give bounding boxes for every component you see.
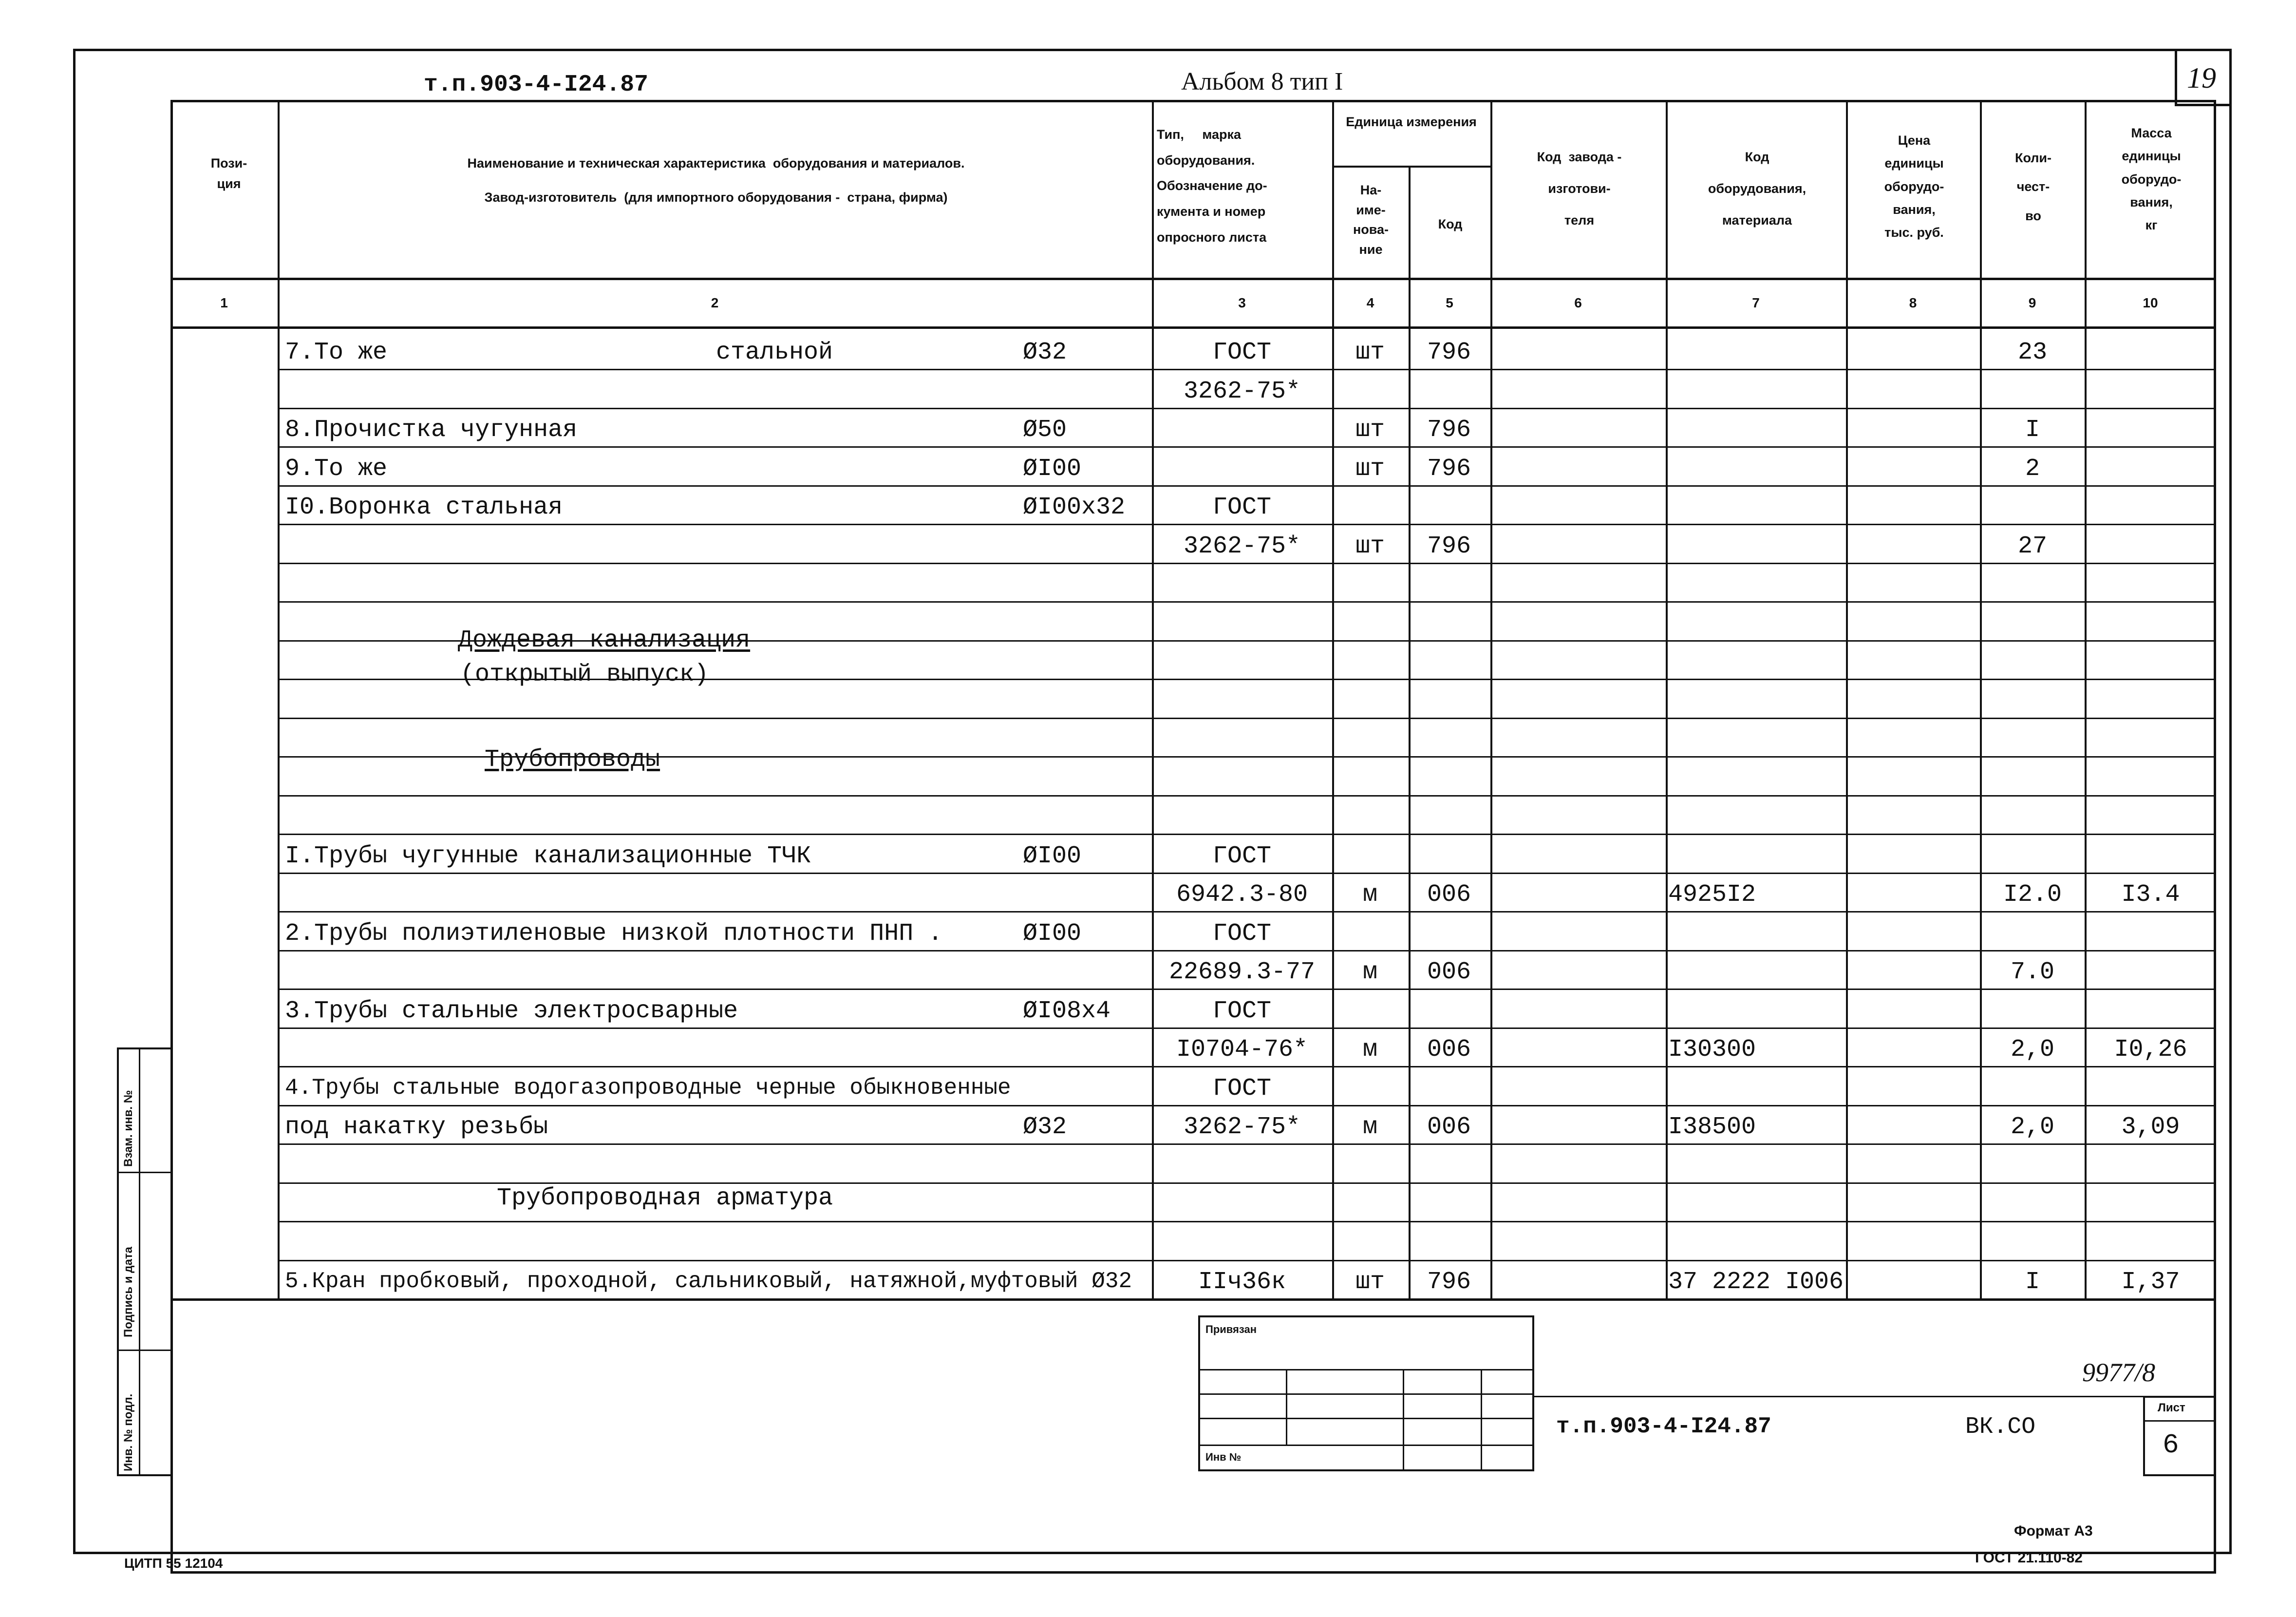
cell-type: ГОСТ: [1212, 920, 1272, 948]
col-header-2: Наименование и техническая характеристика оборудования и материалов. Завод-изготовитель (для импортного оборудования - страна, фирма): [467, 156, 965, 205]
section-title-pipes: Трубопроводы: [485, 746, 660, 774]
cell-type: 3262-75*: [1183, 378, 1301, 405]
col-num-6: 6: [1574, 295, 1582, 310]
cell-mcode: 4925I2: [1668, 881, 1756, 909]
side-label-inv-podl: Инв. № подл.: [122, 1393, 135, 1471]
unit-group-header: Единица измерения: [1346, 114, 1477, 129]
cell-code: 796: [1427, 1268, 1471, 1296]
cell-mass: 3,09: [2121, 1113, 2180, 1141]
cell-qty: I: [2025, 416, 2040, 444]
cell-code: 796: [1427, 533, 1471, 560]
cell-code: 006: [1427, 1113, 1471, 1141]
cell-dia: Ø32: [1023, 339, 1067, 366]
cell-dia: Ø32: [1023, 1113, 1067, 1141]
cell-unit: шт: [1355, 455, 1385, 483]
row-divider: [278, 1027, 2216, 1029]
cell-name: 7.То же: [285, 339, 388, 366]
cell-unit: шт: [1355, 339, 1385, 366]
cell-type: ГОСТ: [1212, 1075, 1272, 1103]
cell-name: 4.Трубы стальные водогазопроводные черные обыкновенные: [285, 1075, 1011, 1101]
col-num-7: 7: [1752, 295, 1760, 310]
side-label-podpis: Подпись и дата: [122, 1247, 135, 1337]
cell-qty: 7.0: [2010, 958, 2054, 986]
cell-type: ГОСТ: [1212, 339, 1272, 366]
cell-type: 3262-75*: [1183, 1113, 1301, 1141]
row-divider: [278, 1105, 2216, 1106]
cell-name: I0.Воронка стальная: [285, 494, 563, 521]
cell-type: ГОСТ: [1212, 842, 1272, 870]
album-title: Альбом 8 тип I: [1181, 68, 1343, 95]
stamp-mark: ВК.СО: [1965, 1414, 2036, 1440]
cell-type: 3262-75*: [1183, 533, 1301, 560]
col-num-9: 9: [2028, 295, 2036, 310]
cell-name: I.Трубы чугунные канализационные ТЧК: [285, 842, 811, 870]
cell-qty: 2: [2025, 455, 2040, 483]
col-num-1: 1: [220, 295, 228, 310]
cell-code: 006: [1427, 958, 1471, 986]
spec-table: [170, 100, 2216, 1574]
cell-unit: шт: [1355, 416, 1385, 444]
cell-name: 2.Трубы полиэтиленовые низкой плотности ПНП .: [285, 920, 943, 948]
col-header-5: Код: [1438, 217, 1463, 231]
row-divider: [278, 718, 2216, 719]
cell-mass: I,37: [2121, 1268, 2180, 1296]
col-header-8: Цена единицы оборудо- вания, тыс. руб.: [1884, 133, 1944, 240]
cell-qty: 27: [2017, 533, 2047, 560]
inv-no-label: Инв №: [1205, 1451, 1242, 1463]
cell-code: 796: [1427, 416, 1471, 444]
cell-dia: ØI00: [1023, 842, 1082, 870]
cell-mcode: 37 2222 I006: [1668, 1268, 1844, 1296]
row-divider: [278, 485, 2216, 487]
cell-qty: I: [2025, 1268, 2040, 1296]
footer-gost: ГОСТ 21.110-82: [1975, 1550, 2083, 1566]
cell-name: 9.То же: [285, 455, 388, 483]
cell-mass: I0,26: [2114, 1036, 2187, 1064]
cell-type: ГОСТ: [1212, 997, 1272, 1025]
sheet-label: Лист: [2158, 1401, 2185, 1414]
row-divider: [278, 446, 2216, 448]
cell-unit: м: [1362, 881, 1377, 909]
row-divider: [278, 369, 2216, 370]
cell-dia: ØI00: [1023, 455, 1082, 483]
col-num-10: 10: [2143, 295, 2158, 310]
row-divider: [278, 524, 2216, 525]
archive-number: 9977/8: [2082, 1358, 2156, 1387]
col-header-7: Код оборудования, материала: [1708, 150, 1807, 228]
col-num-2: 2: [711, 295, 719, 310]
row-divider: [278, 834, 2216, 835]
section-title-rain: Дождевая канализация: [458, 627, 751, 654]
cell-unit: шт: [1355, 1268, 1385, 1296]
cell-dia: Ø50: [1023, 416, 1067, 444]
row-divider: [278, 601, 2216, 603]
cell-qty: 23: [2017, 339, 2047, 366]
col-header-9: Коли- чест- во: [2014, 151, 2052, 223]
cell-name: 5.Кран пробковый, проходной, сальниковый, натяжной,муфтовый Ø32: [285, 1269, 1132, 1294]
col-header-3: Тип, марка оборудования. Обозначение до- кумента и номер опросного листа: [1157, 127, 1267, 245]
col-header-1: Пози- ция: [210, 156, 247, 191]
page-number: 19: [2187, 62, 2216, 94]
privyazan-label: Привязан: [1205, 1323, 1257, 1335]
cell-code: 796: [1427, 339, 1471, 366]
row-divider: [278, 1182, 2216, 1184]
stamp-doc-code: т.п.903-4-I24.87: [1556, 1414, 1771, 1439]
row-divider: [278, 1260, 2216, 1261]
cell-name: 3.Трубы стальные электросварные: [285, 997, 738, 1025]
cell-qty: 2,0: [2010, 1113, 2054, 1141]
cell-unit: м: [1362, 1113, 1377, 1141]
cell-extra: стальной: [716, 339, 833, 366]
row-divider: [278, 563, 2216, 564]
row-divider: [278, 911, 2216, 913]
col-header-6: Код завода - изготови- теля: [1537, 150, 1622, 228]
cell-unit: шт: [1355, 533, 1385, 560]
col-header-10: Масса единицы оборудо- вания, кг: [2121, 126, 2182, 232]
cell-name: 8.Прочистка чугунная: [285, 416, 578, 444]
cell-type: ГОСТ: [1212, 494, 1272, 521]
col-num-8: 8: [1909, 295, 1917, 310]
row-divider: [278, 873, 2216, 874]
section-title-fittings: Трубопроводная арматура: [497, 1184, 833, 1212]
cell-qty: 2,0: [2010, 1036, 2054, 1064]
cell-type: 22689.3-77: [1168, 958, 1316, 986]
cell-type: I0704-76*: [1176, 1036, 1308, 1064]
footer-left: ЦИТП 55 12104: [124, 1556, 223, 1571]
footer-format: Формат А3: [2014, 1523, 2093, 1539]
side-label-vzam: Взам. инв. №: [122, 1090, 135, 1167]
cell-dia: ØI08x4: [1023, 997, 1111, 1025]
doc-code-top: т.п.903-4-I24.87: [424, 72, 648, 98]
row-divider: [278, 1221, 2216, 1222]
cell-qty: I2.0: [2003, 881, 2062, 909]
cell-dia: ØI00x32: [1023, 494, 1126, 521]
cell-type: 6942.3-80: [1176, 881, 1308, 909]
cell-code: 006: [1427, 1036, 1471, 1064]
row-divider: [278, 950, 2216, 951]
cell-dia: ØI00: [1023, 920, 1082, 948]
row-divider: [278, 795, 2216, 797]
cell-unit: м: [1362, 1036, 1377, 1064]
col-header-4: На- име- нова- ние: [1353, 183, 1389, 257]
cell-name: под накатку резьбы: [285, 1113, 548, 1141]
row-divider: [278, 408, 2216, 409]
col-num-3: 3: [1238, 295, 1246, 310]
cell-mass: I3.4: [2121, 881, 2180, 909]
cell-mcode: I38500: [1668, 1113, 1756, 1141]
cell-code: 796: [1427, 455, 1471, 483]
section-subtitle-rain: (открытый выпуск): [460, 661, 709, 688]
cell-type: IIч36к: [1198, 1268, 1286, 1296]
col-num-4: 4: [1366, 295, 1374, 310]
cell-code: 006: [1427, 881, 1471, 909]
row-divider: [278, 989, 2216, 990]
col-num-5: 5: [1446, 295, 1453, 310]
cell-mcode: I30300: [1668, 1036, 1756, 1064]
sheet-number: 6: [2163, 1429, 2179, 1461]
row-divider: [278, 1066, 2216, 1067]
row-divider: [278, 1143, 2216, 1145]
cell-unit: м: [1362, 958, 1377, 986]
